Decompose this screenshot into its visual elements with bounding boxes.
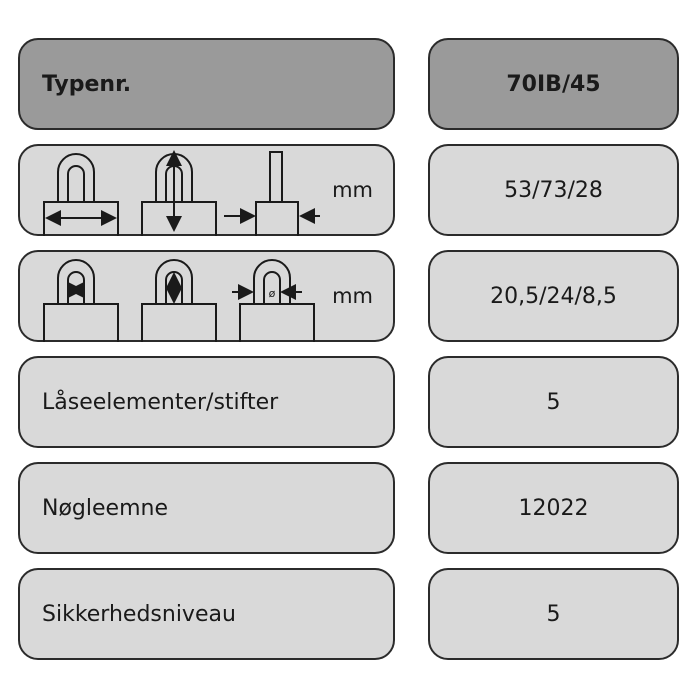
shackle-dimensions-value: 20,5/24/8,5: [490, 283, 617, 309]
shackle-dimensions-icon: [20, 252, 320, 344]
outer-dimensions-value-cell: [428, 144, 679, 236]
header-value-cell: [428, 38, 679, 130]
locking-elements-label: Låseelementer/stifter: [42, 389, 279, 415]
security-level-value-cell: [428, 568, 679, 660]
locking-elements-value: 5: [546, 389, 561, 415]
key-blank-value-cell: [428, 462, 679, 554]
unit-label: mm: [332, 284, 373, 308]
locking-elements-value-cell: [428, 356, 679, 448]
diameter-symbol: ø: [268, 287, 276, 300]
key-blank-label-cell: [18, 462, 395, 554]
shackle-dimensions-label-cell: [18, 250, 395, 342]
type-number-value: 70IB/45: [506, 71, 601, 97]
outer-dimensions-label-cell: [18, 144, 395, 236]
security-level-label-cell: [18, 568, 395, 660]
security-level-label: Sikkerhedsniveau: [42, 601, 236, 627]
unit-label: mm: [332, 178, 373, 202]
header-label-cell: [18, 38, 395, 130]
type-number-label: Typenr.: [42, 71, 132, 97]
security-level-value: 5: [546, 601, 561, 627]
outer-dimensions-value: 53/73/28: [504, 177, 603, 203]
key-blank-label: Nøgleemne: [42, 495, 168, 521]
shackle-dimensions-value-cell: [428, 250, 679, 342]
locking-elements-label-cell: [18, 356, 395, 448]
padlock-outer-dimensions-icon: [20, 146, 320, 238]
key-blank-value: 12022: [518, 495, 589, 521]
